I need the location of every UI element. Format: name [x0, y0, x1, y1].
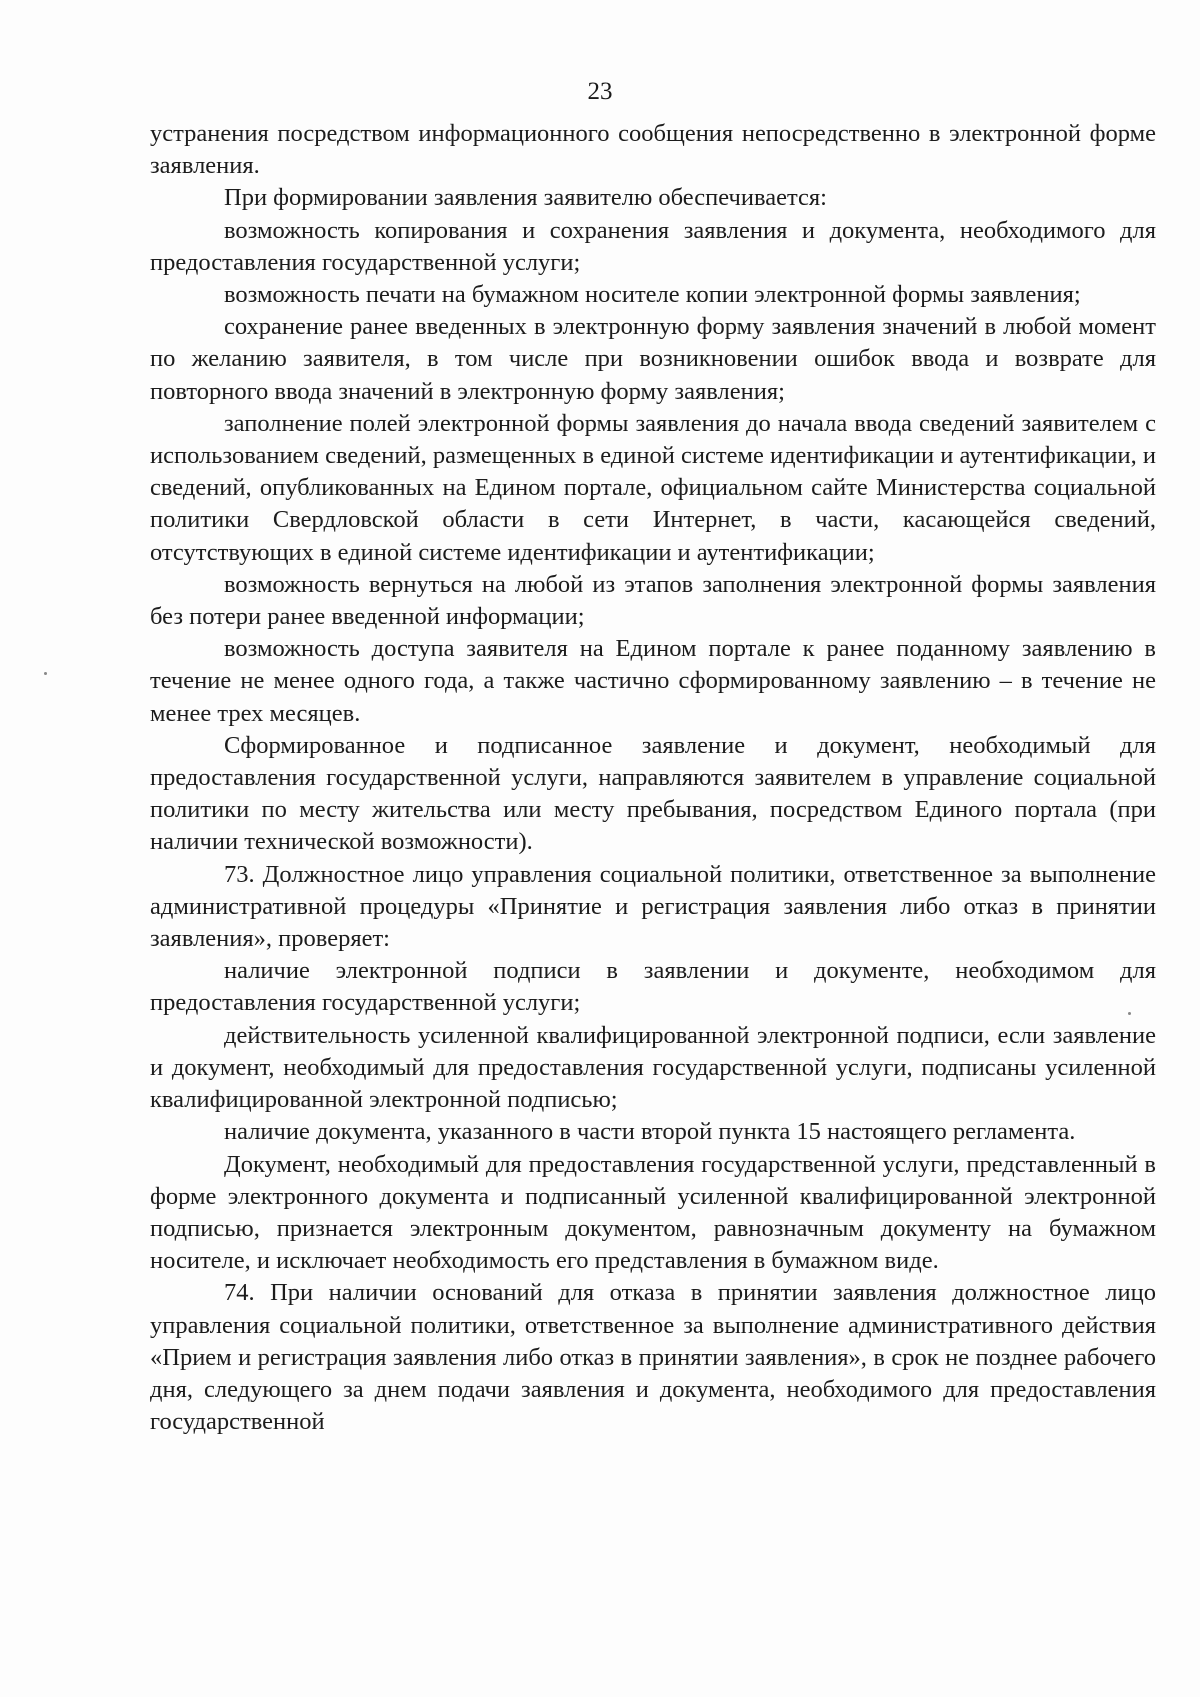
- paragraph: 74. При наличии оснований для отказа в принятии заявления должностное лицо управления социальной политики, ответственное за выполнение административного действия «Прием и регистрация заявления либо отказ в принятии заявления», в срок не позднее рабочего дня, следующего за днем подачи заявления и документа, необходимого для предоставления государственной: [150, 1279, 1156, 1436]
- paragraph: 73. Должностное лицо управления социальной политики, ответственное за выполнение административной процедуры «Принятие и регистрация заявления либо отказ в принятии заявления», проверяет:: [150, 860, 1156, 953]
- document-body: [150, 118, 1156, 1438]
- paragraph: сохранение ранее введенных в электронную форму заявления значений в любой момент по желанию заявителя, в том числе при возникновении ошибок ввода и возврате для повторного ввода значений в электронную форму заявления;: [150, 313, 1156, 405]
- paragraph: заполнение полей электронной формы заявления до начала ввода сведений заявителем с использованием сведений, размещенных в единой системе идентификации и аутентификации, и сведений, опубликованных на Едином портале, официальном сайте Министерства социальной политики Свердловской области в сети Интернет, в части, касающейся сведений, отсутствующих в единой системе идентификации и аутентификации;: [150, 409, 1156, 566]
- paragraph: действительность усиленной квалифицированной электронной подписи, если заявление и документ, необходимый для предоставления государственной услуги, подписаны усиленной квалифицированной электронной подписью;: [150, 1021, 1156, 1114]
- paragraph: возможность доступа заявителя на Едином портале к ранее поданному заявлению в течение не менее одного года, а также частично сформированному заявлению – в течение не менее трех месяцев.: [150, 635, 1156, 727]
- paragraph: Сформированное и подписанное заявление и документ, необходимый для предоставления государственной услуги, направляются заявителем в управление социальной политики по месту жительства или месту пребывания, посредством Единого портала (при наличии технической возможности).: [150, 731, 1156, 856]
- paragraph: наличие документа, указанного в части второй пункта 15 настоящего регламента.: [224, 1118, 1076, 1146]
- paragraph: устранения посредством информационного сообщения непосредственно в электронной форме заявления.: [150, 120, 1156, 180]
- paragraph: При формировании заявления заявителю обеспечивается:: [224, 184, 827, 212]
- scan-dot: [1128, 1012, 1131, 1015]
- scan-dot: [44, 672, 47, 675]
- paragraph: возможность вернуться на любой из этапов заполнения электронной формы заявления без потери ранее введенной информации;: [150, 570, 1156, 631]
- paragraph: возможность копирования и сохранения заявления и документа, необходимого для предоставления государственной услуги;: [150, 216, 1156, 276]
- paragraph: Документ, необходимый для предоставления государственной услуги, представленный в форме электронного документа и подписанный усиленной квалифицированной электронной подписью, признается электронным документом, равнозначным документу на бумажном носителе, и исключает необходимость его представления в бумажном виде.: [150, 1150, 1156, 1275]
- paragraph: возможность печати на бумажном носителе копии электронной формы заявления;: [224, 281, 1081, 309]
- paragraph: наличие электронной подписи в заявлении и документе, необходимом для предоставления государственной услуги;: [150, 957, 1156, 1017]
- page-number: 23: [587, 78, 613, 105]
